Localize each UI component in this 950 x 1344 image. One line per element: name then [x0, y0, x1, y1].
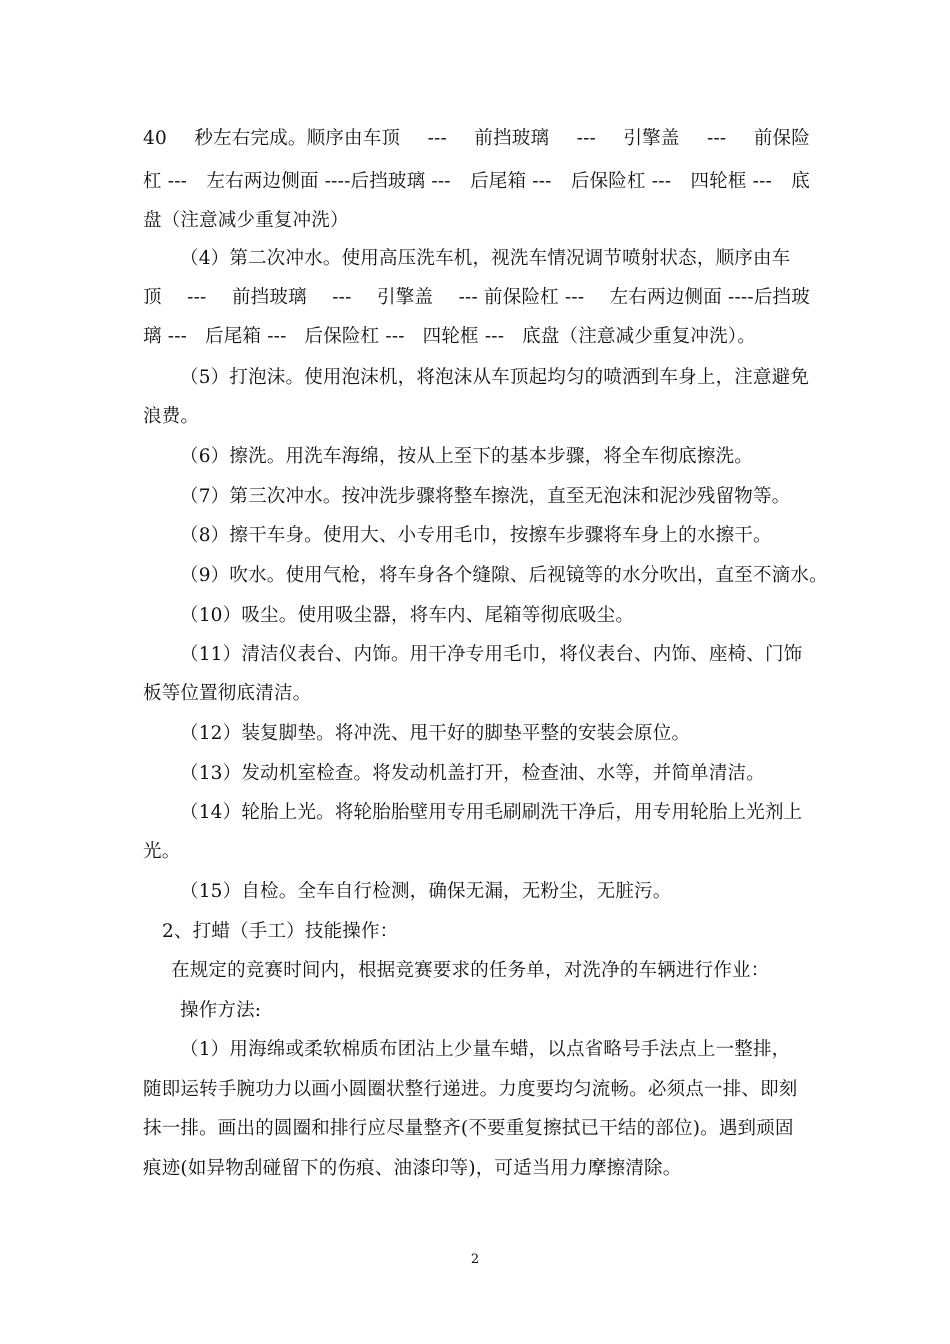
paragraph-line: （13）发动机室检查。将发动机盖打开，检查油、水等，并简单清洁。	[180, 763, 765, 784]
text-segment: 底	[791, 171, 810, 192]
text-segment: 杠 ---	[143, 171, 188, 192]
text-segment: 四轮框 ---	[422, 326, 505, 347]
paragraph-line: （14）轮胎上光。将轮胎胎壁用专用毛刷刷洗干净后，用专用轮胎上光剂上	[180, 802, 803, 823]
paragraph-line: （10）吸尘。使用吸尘器，将车内、尾箱等彻底吸尘。	[180, 605, 635, 626]
text-segment: 前保险	[753, 128, 810, 149]
text-segment: 前挡玻璃	[231, 287, 307, 308]
paragraph-line	[143, 127, 810, 151]
text-segment: 后保险杠 ---	[304, 326, 405, 347]
paragraph-line: 痕迹(如异物刮碰留下的伤痕、油漆印等)，可适当用力摩擦清除。	[143, 1158, 682, 1179]
paragraph-line	[143, 286, 810, 310]
text-segment: --- 前保险杠 ---	[458, 287, 585, 308]
paragraph-line: 光。	[143, 841, 181, 862]
text-segment: 前挡玻璃	[474, 128, 550, 149]
paragraph-line: （6）擦洗。用洗车海绵，按从上至下的基本步骤，将全车彻底擦洗。	[180, 446, 753, 467]
text-segment: 左右两边侧面 ----后挡玻	[609, 287, 810, 308]
paragraph-line: 板等位置彻底清洁。	[143, 683, 312, 704]
text-segment: ---	[332, 287, 352, 308]
text-segment: ---	[707, 128, 727, 149]
paragraph-line	[143, 325, 756, 349]
text-segment: ---	[576, 128, 596, 149]
paragraph-line: （5）打泡沫。使用泡沫机，将泡沫从车顶起均匀的喷洒到车身上，注意避免	[180, 367, 810, 388]
text-segment: 左右两边侧面 ----后挡玻璃 ---	[206, 171, 451, 192]
text-segment: 引擎盖	[623, 128, 680, 149]
paragraph-line: （7）第三次冲水。按冲洗步骤将整车擦洗，直至无泡沫和泥沙残留物等。	[180, 486, 791, 507]
paragraph-line: （12）装复脚垫。将冲洗、甩干好的脚垫平整的安装会原位。	[180, 723, 691, 744]
section-heading: 2、打蜡（手工）技能操作：	[162, 921, 399, 942]
page-number: 2	[470, 1252, 480, 1267]
text-segment: 四轮框 ---	[690, 171, 772, 192]
paragraph-line: （4）第二次冲水。使用高压洗车机，视洗车情况调节喷射状态，顺序由车	[180, 248, 791, 269]
subheading: 操作方法:	[180, 1000, 262, 1021]
paragraph-line: （15）自检。全车自行检测，确保无漏，无粉尘，无脏污。	[180, 881, 672, 902]
paragraph-line: （1）用海绵或柔软棉质布团沾上少量车蜡，以点省略号手法点上一整排，	[180, 1039, 791, 1060]
paragraph-line: 随即运转手腕功力以画小圆圈状整行递进。力度要均匀流畅。必须点一排、即刻	[143, 1079, 798, 1100]
paragraph-line: 抹一排。画出的圆圈和排行应尽量整齐(不要重复擦拭已干结的部位)。遇到顽固	[143, 1118, 794, 1139]
text-segment: 后尾箱 ---	[470, 171, 552, 192]
text-segment: 底盘（注意减少重复冲洗）。	[522, 326, 756, 347]
text-segment: ---	[187, 287, 207, 308]
paragraph-line: 浪费。	[143, 406, 200, 427]
paragraph-line: （11）清洁仪表台、内饰。用干净专用毛巾，将仪表台、内饰、座椅、门饰	[180, 644, 803, 665]
paragraph-line: （8）擦干车身。使用大、小专用毛巾，按擦车步骤将车身上的水擦干。	[180, 525, 772, 546]
paragraph-line	[143, 170, 810, 194]
text-segment: 引擎盖	[377, 287, 434, 308]
text-segment: 40	[143, 128, 167, 149]
text-segment: 璃 ---	[143, 326, 188, 347]
text-segment: 后保险杠 ---	[570, 171, 672, 192]
text-segment: 后尾箱 ---	[205, 326, 287, 347]
paragraph-line: 盘（注意减少重复冲洗）	[143, 210, 349, 231]
paragraph-line: 在规定的竞赛时间内，根据竞赛要求的任务单，对洗净的车辆进行作业：	[171, 960, 770, 981]
text-segment: ---	[427, 128, 447, 149]
text-segment: 秒左右完成。顺序由车顶	[194, 128, 401, 149]
text-segment: 顶	[143, 287, 162, 308]
paragraph-line: （9）吹水。使用气枪，将车身各个缝隙、后视镜等的水分吹出，直至不滴水。	[180, 565, 828, 586]
